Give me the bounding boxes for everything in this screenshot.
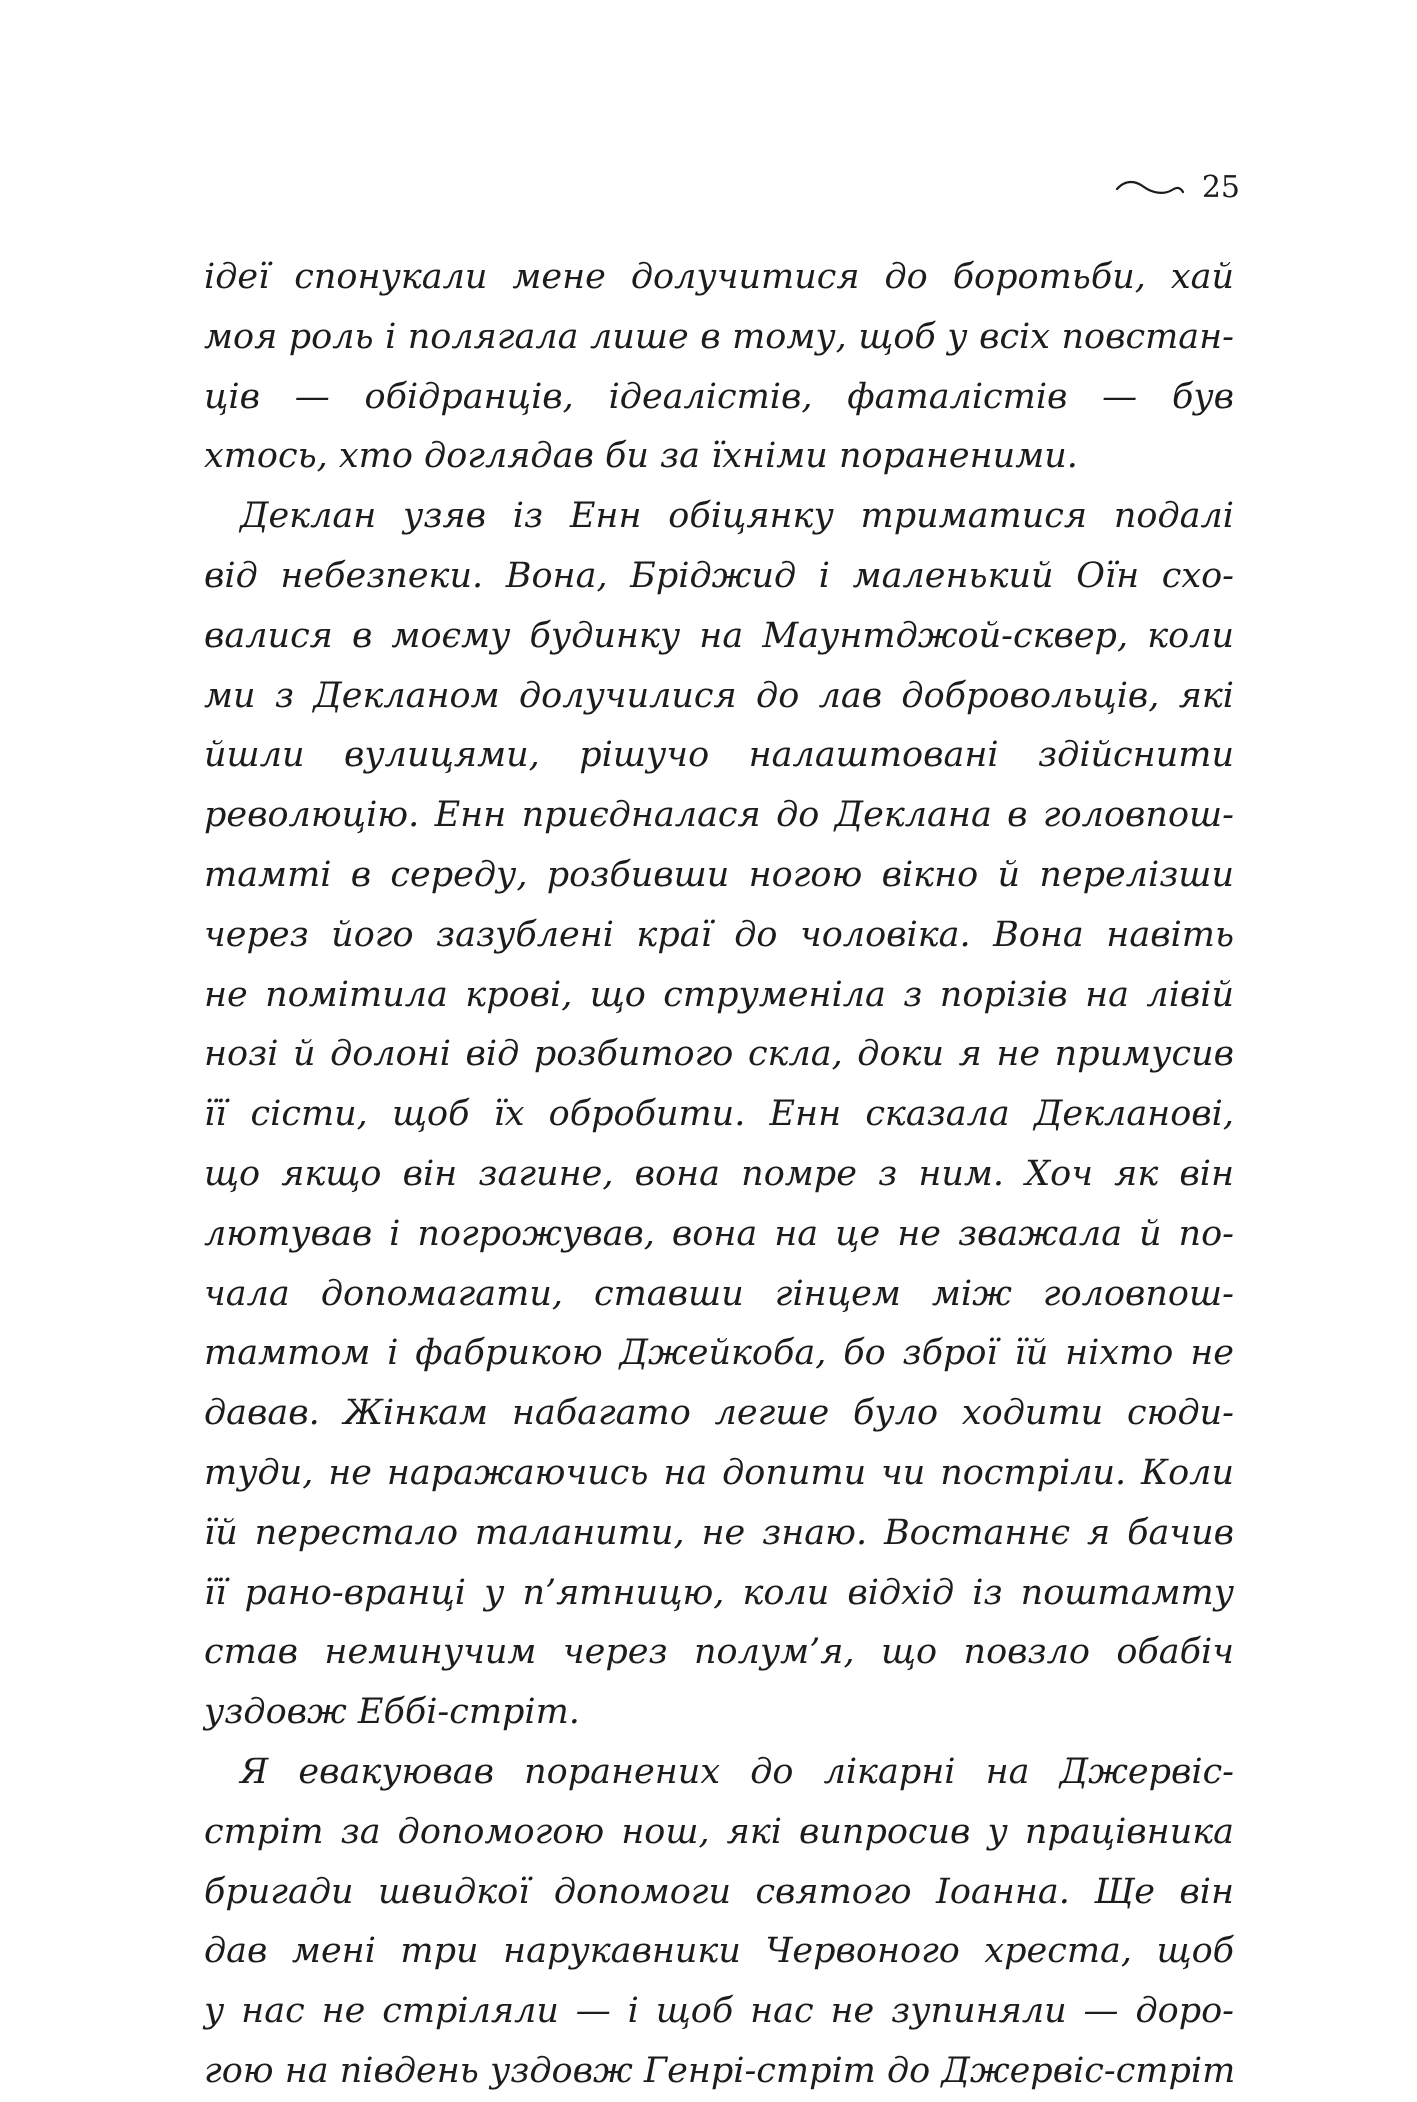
text-line: стріт за допомогою нош, які випросив у працівника: [204, 1811, 1234, 1852]
text-line: революцію. Енн приєдналася до Деклана в головпош-: [204, 795, 1234, 836]
text-line: нозі й долоні від розбитого скла, доки я не примусив: [204, 1034, 1234, 1075]
text-line: бригади швидкої допомоги святого Іоанна. Ще він: [204, 1871, 1234, 1912]
text-line: дав мені три нарукавники Червоного хреста, щоб: [204, 1931, 1234, 1972]
text-line: моя роль і полягала лише в тому, щоб у всіх повстан-: [204, 316, 1234, 357]
text-line: ців — обідранців, ідеалістів, фаталістів — був: [204, 376, 1234, 417]
text-line: гою на південь уздовж Генрі-стріт до Джервіс-стріт: [204, 2050, 1236, 2091]
text-line: ми з Декланом долучилися до лав добровольців, які: [204, 675, 1234, 716]
text-line: у нас не стріляли — і щоб нас не зупиняли — доро-: [204, 1991, 1234, 2032]
text-line: ідеї спонукали мене долучитися до боротьби, хай: [204, 257, 1234, 297]
page-number: 25: [1201, 170, 1240, 205]
swash-ornament-icon: [1114, 175, 1186, 201]
text-line: що якщо він загине, вона помре з ним. Хоч як він: [204, 1153, 1234, 1194]
text-line: Я евакуював поранених до лікарні на Джервіс-: [240, 1751, 1234, 1792]
text-line: через його зазублені краї до чоловіка. Вона навіть: [204, 914, 1234, 955]
body-text: [204, 248, 1234, 2102]
text-line: від небезпеки. Вона, Бріджид і маленький Оїн схо-: [204, 555, 1234, 596]
text-line: тамті в середу, розбивши ногою вікно й перелізши: [204, 854, 1234, 895]
text-line: йшли вулицями, рішучо налаштовані здійснити: [204, 735, 1234, 776]
text-line: її сісти, щоб їх обробити. Енн сказала Декланові,: [204, 1094, 1234, 1135]
text-line: уздовж Еббі-стріт.: [204, 1692, 580, 1733]
text-line: їй перестало таланити, не знаю. Востаннє я бачив: [204, 1512, 1234, 1553]
text-line: чала допомагати, ставши гінцем між головпош-: [204, 1273, 1234, 1314]
text-line: її рано-вранці у п’ятницю, коли відхід із поштамту: [204, 1572, 1234, 1613]
text-line: лютував і погрожував, вона на це не зважала й по-: [204, 1213, 1234, 1254]
text-line: валися в моєму будинку на Маунтджой-сквер, коли: [204, 615, 1234, 656]
text-line: став неминучим через полум’я, що повзло обабіч: [204, 1632, 1234, 1673]
text-line: давав. Жінкам набагато легше було ходити сюди-: [204, 1393, 1234, 1434]
running-header: [1090, 163, 1240, 213]
text-line: не помітила крові, що струменіла з порізів на лівій: [204, 974, 1234, 1015]
text-line: тамтом і фабрикою Джейкоба, бо зброї їй ніхто не: [204, 1333, 1234, 1374]
text-line: туди, не наражаючись на допити чи постріли. Коли: [204, 1452, 1234, 1493]
text-line: хтось, хто доглядав би за їхніми пораненими.: [204, 436, 1078, 477]
text-line: Деклан узяв із Енн обіцянку триматися подалі: [240, 496, 1234, 537]
